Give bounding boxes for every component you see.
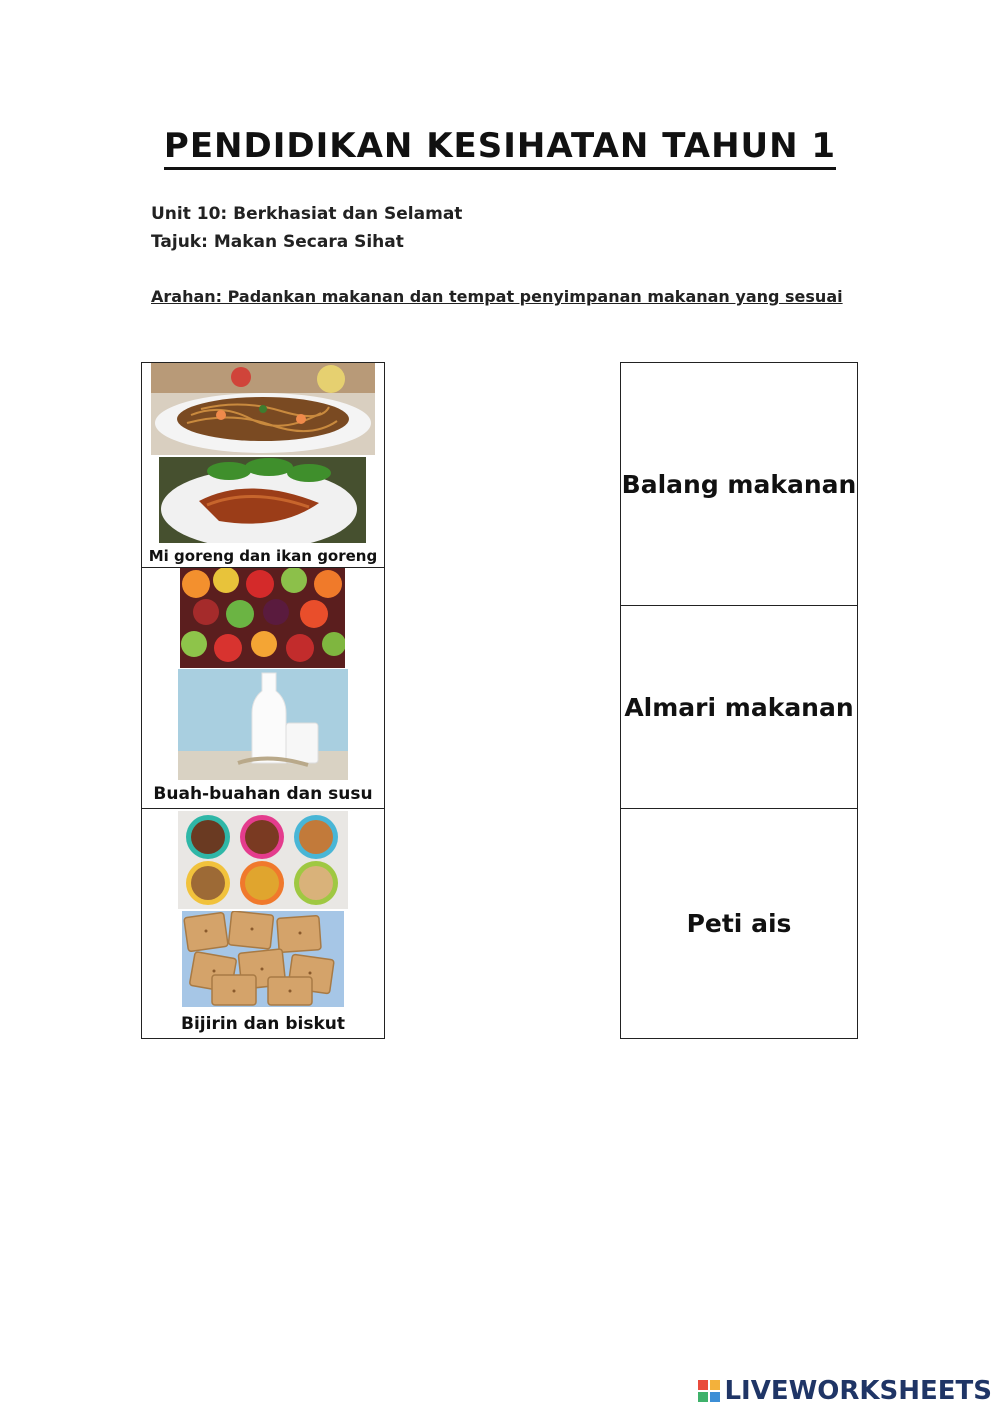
topic-label: Tajuk: Makan Secara Sihat <box>151 232 404 252</box>
storage-label: Almari makanan <box>624 692 854 722</box>
cereal-bowls-image <box>178 811 348 909</box>
liveworksheets-logo <box>698 1376 992 1406</box>
food-card-cereal-biscuit[interactable] <box>141 808 385 1039</box>
storage-label: Peti ais <box>686 909 792 938</box>
instruction-label: Arahan: Padankan makanan dan tempat penyimpanan makanan yang sesuai <box>151 287 843 306</box>
storage-box-cupboard[interactable] <box>620 605 858 809</box>
unit-label: Unit 10: Berkhasiat dan Selamat <box>151 204 463 224</box>
fruits-image <box>180 568 345 668</box>
food-caption: Bijirin dan biskut <box>181 1014 345 1034</box>
brand-logo-icon <box>698 1380 720 1402</box>
food-caption: Buah-buahan dan susu <box>153 784 373 804</box>
page-title: PENDIDIKAN KESIHATAN TAHUN 1 <box>0 126 1000 166</box>
fried-fish-image <box>159 457 366 543</box>
milk-image <box>178 669 348 780</box>
storage-box-jar[interactable] <box>620 362 858 606</box>
food-caption: Mi goreng dan ikan goreng <box>148 547 378 565</box>
brand-name: LIVEWORKSHEETS <box>724 1376 992 1406</box>
storage-label: Balang makanan <box>621 469 857 499</box>
storage-box-fridge[interactable] <box>620 808 858 1039</box>
food-card-fruits-milk[interactable] <box>141 567 385 809</box>
food-card-fried[interactable] <box>141 362 385 568</box>
fried-noodles-image <box>151 363 375 455</box>
biscuits-image <box>182 911 344 1007</box>
